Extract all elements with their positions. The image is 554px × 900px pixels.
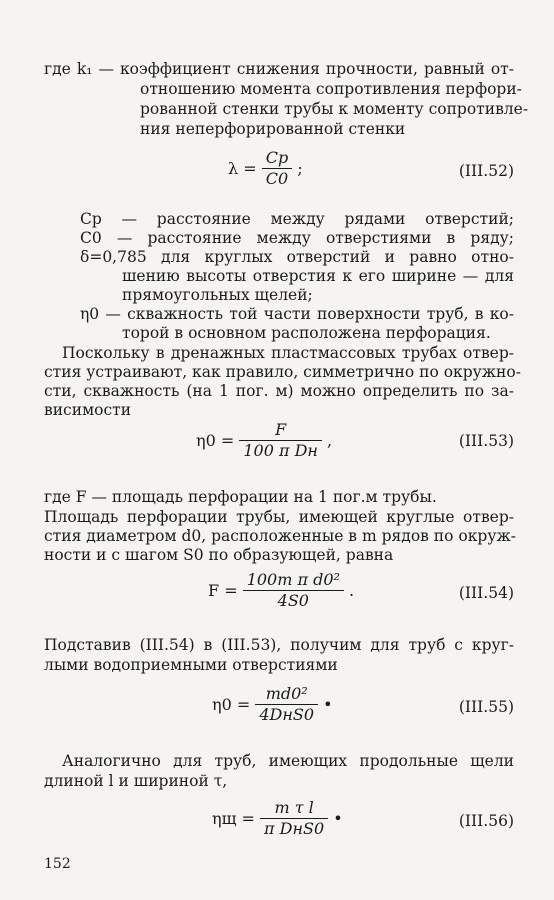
- denominator: 4S0: [277, 591, 309, 610]
- text-line: лыми водоприемными отверстиями: [44, 656, 338, 674]
- text-line: сти, скважность (на 1 пог. м) можно определить по за-: [44, 382, 514, 400]
- text-line: отношению момента сопротивления перфори-: [140, 80, 522, 98]
- text-line: стия диаметром d0, расположенные в m рядов по окруж-: [44, 527, 516, 545]
- definition-line: прямоугольных щелей;: [122, 286, 313, 304]
- text-line: где F — площадь перфорации на 1 пог.м трубы.: [44, 488, 437, 506]
- definition-line: Cр — расстояние между рядами отверстий;: [80, 210, 514, 228]
- definition-line: η0 — скважность той части поверхности труб, в ко-: [80, 305, 514, 323]
- equation-lhs: λ =: [228, 159, 257, 178]
- equation-punct: ;: [297, 159, 303, 178]
- equation-number: (III.52): [458, 162, 514, 180]
- definition-line: торой в основном расположена перфорация.: [122, 324, 491, 342]
- page-number: 152: [44, 856, 71, 872]
- equation-punct: •: [333, 809, 343, 828]
- denominator: 4DнS0: [259, 705, 315, 724]
- numerator: md0²: [265, 684, 308, 703]
- fraction: [255, 684, 318, 725]
- text-line: Поскольку в дренажных пластмассовых трубах отвер-: [62, 344, 514, 362]
- equation-iii-55: [212, 684, 333, 725]
- denominator: 100 π Dн: [243, 441, 318, 460]
- equation-lhs: ηщ =: [212, 809, 255, 828]
- text-line: рованной стенки трубы к моменту сопротивле-: [140, 100, 529, 118]
- denominator: C0: [265, 169, 289, 188]
- definition-line: шению высоты отверстия к его ширине — для: [122, 267, 514, 285]
- equation-iii-53: [196, 420, 332, 461]
- equation-lhs: η0 =: [196, 431, 235, 450]
- text-line: стия устраивают, как правило, симметрично по окружно-: [44, 363, 521, 381]
- equation-punct: •: [323, 695, 333, 714]
- equation-iii-52: [228, 148, 303, 189]
- equation-number: (III.54): [458, 584, 514, 602]
- equation-iii-54: [208, 570, 354, 611]
- equation-number: (III.55): [458, 698, 514, 716]
- equation-lhs: F =: [208, 581, 238, 600]
- fraction: [262, 148, 292, 189]
- fraction: [260, 798, 328, 839]
- numerator: m τ l: [274, 798, 314, 817]
- equation-lhs: η0 =: [212, 695, 251, 714]
- text-line: висимости: [44, 401, 132, 419]
- text-line: Аналогично для труб, имеющих продольные щели: [62, 752, 514, 770]
- numerator: F: [275, 420, 287, 439]
- text-line: Подставив (III.54) в (III.53), получим для труб с круг-: [44, 636, 514, 654]
- fraction: [239, 420, 322, 461]
- definition-line: C0 — расстояние между отверстиями в ряду;: [80, 229, 514, 247]
- equation-punct: .: [349, 581, 355, 600]
- text-line: где k₁ — коэффициент снижения прочности, равный от-: [44, 60, 514, 78]
- text-line: Площадь перфорации трубы, имеющей круглые отвер-: [44, 508, 514, 526]
- equation-number: (III.56): [458, 812, 514, 830]
- equation-punct: ,: [327, 431, 333, 450]
- denominator: π DнS0: [264, 819, 325, 838]
- text-line: длиной l и шириной τ,: [44, 772, 228, 790]
- text-line: ности и с шагом S0 по образующей, равна: [44, 546, 394, 564]
- equation-iii-56: [212, 798, 343, 839]
- text-line: ния неперфорированной стенки: [140, 120, 406, 138]
- definition-line: δ=0,785 для круглых отверстий и равно отно-: [80, 248, 514, 266]
- fraction: [243, 570, 344, 611]
- numerator: Cр: [265, 148, 289, 167]
- numerator: 100m π d0²: [246, 570, 340, 589]
- equation-number: (III.53): [458, 432, 514, 450]
